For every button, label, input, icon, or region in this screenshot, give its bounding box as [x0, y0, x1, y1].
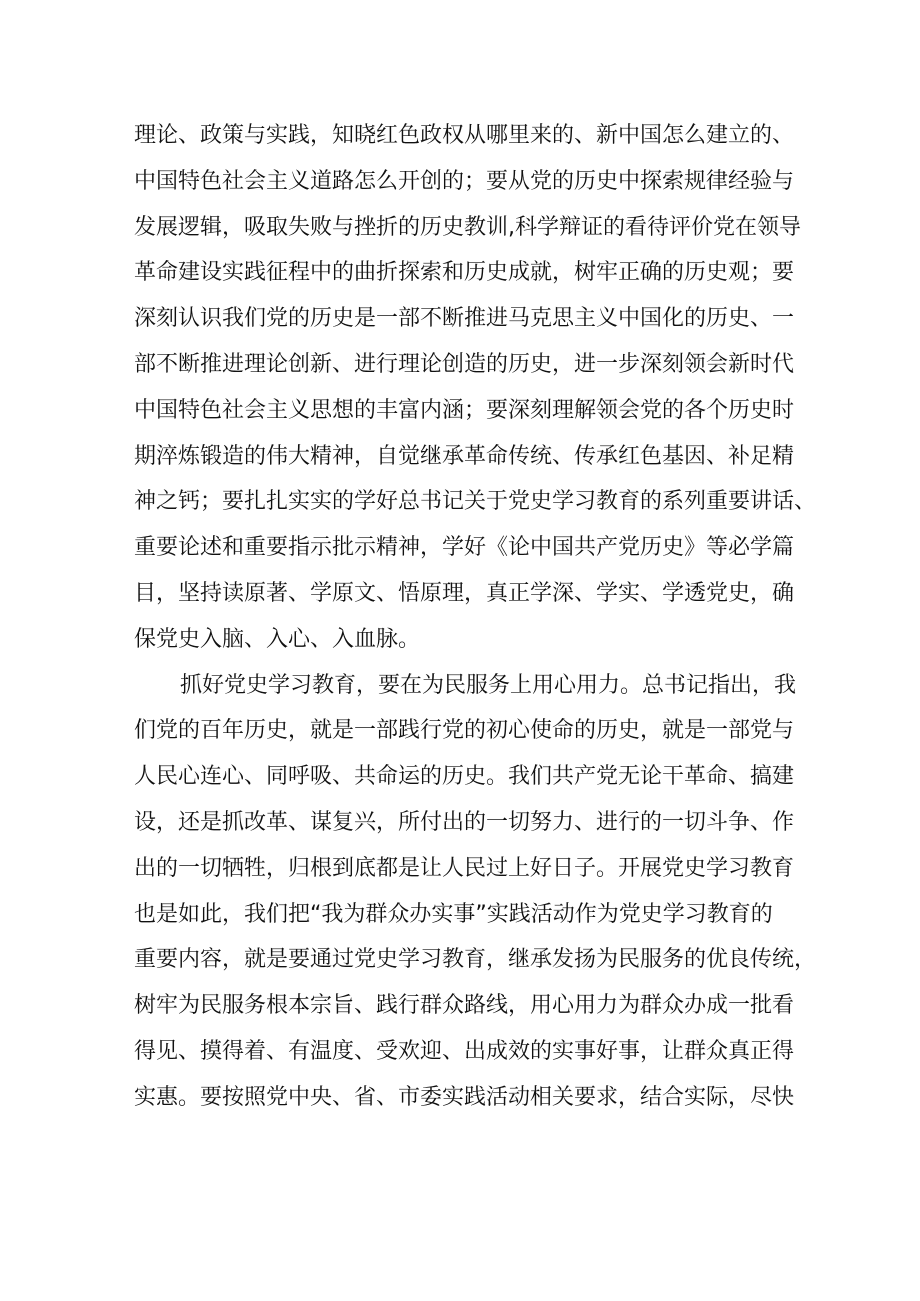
text-line: 期淬炼锻造的伟大精神，自觉继承革命传统、传承红色基因、补足精 — [134, 443, 795, 469]
text-line: 重要论述和重要指示批示精神，学好《论中国共产党历史》等必学篇 — [134, 535, 795, 561]
text-line: 目，坚持读原著、学原文、悟原理，真正学深、学实、学透党史，确 — [134, 580, 795, 606]
text-line: 深刻认识我们党的历史是一部不断推进马克思主义中国化的历史、一 — [134, 306, 795, 332]
text-line: 部不断推进理论创新、进行理论创造的历史，进一步深刻领会新时代 — [134, 351, 795, 377]
text-line: 抓好党史学习教育，要在为民服务上用心用力。总书记指出，我 — [180, 672, 797, 698]
body-text — [134, 113, 817, 1121]
text-line: 人民心连心、同呼吸、共命运的历史。我们共产党无论干革命、搞建 — [134, 764, 795, 790]
text-line: 革命建设实践征程中的曲折探索和历史成就，树牢正确的历史观；要 — [134, 260, 795, 286]
text-line: 中国特色社会主义思想的丰富内涵；要深刻理解领会党的各个历史时 — [134, 397, 795, 423]
text-line: 出的一切牺牲，归根到底都是让人民过上好日子。开展党史学习教育 — [134, 855, 795, 881]
text-line: 发展逻辑，吸取失败与挫折的历史教训,科学辩证的看待评价党在领导 — [134, 214, 801, 240]
text-line: 实惠。要按照党中央、省、市委实践活动相关要求，结合实际，尽快 — [134, 1084, 795, 1110]
paragraph-2 — [134, 663, 817, 1121]
text-line: 理论、政策与实践，知晓红色政权从哪里来的、新中国怎么建立的、 — [134, 123, 795, 148]
text-line: 们党的百年历史，就是一部践行党的初心使命的历史，就是一部党与 — [134, 718, 795, 744]
text-line: 中国特色社会主义道路怎么开创的；要从党的历史中探索规律经验与 — [134, 168, 795, 194]
text-line: 树牢为民服务根本宗旨、践行群众路线，用心用力为群众办成一批看 — [134, 993, 795, 1019]
text-line: 得见、摸得着、有温度、受欢迎、出成效的实事好事，让群众真正得 — [134, 1038, 795, 1064]
text-line: 也是如此，我们把“我为群众办实事”实践活动作为党史学习教育的 — [134, 901, 773, 927]
text-line: 保党史入脑、入心、入血脉。 — [134, 626, 421, 652]
paragraph-1 — [134, 113, 817, 663]
text-line: 设，还是抓改革、谋复兴，所付出的一切努力、进行的一切斗争、作 — [134, 809, 795, 835]
text-line: 神之钙；要扎扎实实的学好总书记关于党史学习教育的系列重要讲话、 — [134, 489, 817, 515]
text-line: 重要内容，就是要通过党史学习教育，继承发扬为民服务的优良传统， — [134, 947, 817, 973]
